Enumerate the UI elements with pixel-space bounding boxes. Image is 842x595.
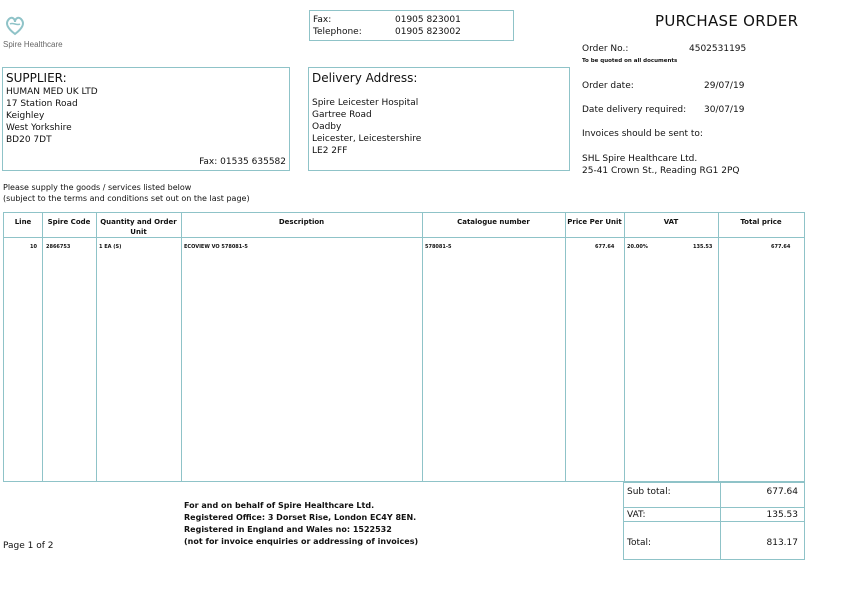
cell-vat-rate: 20.00% [627,244,648,250]
header-catalogue-number: Catalogue number [457,218,530,226]
cell-total-price: 677.64 [771,244,791,250]
supplier-line: 17 Station Road [6,99,78,109]
header-description: Description [278,218,325,226]
delivery-box [308,67,570,171]
company-footer [184,500,418,548]
order-number-value: 4502531195 [689,44,747,54]
delivery-line: LE2 2FF [312,146,348,156]
order-date-row [582,81,745,91]
order-date-label: Order date: [582,81,634,91]
delivery-line: Oadby [312,122,342,132]
header-price-per-unit: Price Per Unit [567,218,622,226]
column-divider [718,213,719,481]
quote-note: To be quoted on all documents [582,58,678,64]
delivery-line: Spire Leicester Hospital [312,98,419,108]
cell-description: ECOVIEW VO 578081-5 [184,244,248,250]
column-divider [565,213,566,481]
supplier-box [2,67,290,171]
page-number: Page 1 of 2 [3,541,54,551]
page-title: PURCHASE ORDER [655,12,799,30]
supplier-line: Keighley [6,111,45,121]
total-label: Total: [627,538,652,548]
logo-text: Spire Healthcare [3,40,63,49]
vat-label: VAT: [627,510,646,520]
cell-line: 10 [30,244,37,250]
totals-box [623,482,805,560]
subtotal-value: 677.64 [766,487,798,497]
invoice-line: SHL Spire Healthcare Ltd. [582,154,698,164]
column-divider [422,213,423,481]
supplier-line: BD20 7DT [6,135,52,145]
fax-value: 01905 823001 [395,15,461,25]
order-number-row [582,44,747,54]
telephone-row [313,27,461,37]
supply-instructions [3,182,250,204]
delivery-date-label: Date delivery required: [582,105,687,115]
footer-line: Registered in England and Wales no: 1522532 [184,525,392,534]
delivery-line: Gartree Road [312,110,372,120]
fax-row [313,15,461,25]
header-line: Line [14,218,32,226]
invoice-address [582,153,740,177]
column-divider [42,213,43,481]
header-vat: VAT [663,218,679,226]
items-table [3,212,805,482]
total-value: 813.17 [766,538,798,548]
cell-catalogue-number: 578081-5 [425,244,452,250]
cell-spire-code: 2866753 [46,244,71,250]
supplier-heading: SUPPLIER: [6,71,67,85]
delivery-heading: Delivery Address: [312,71,418,85]
contact-box [309,10,514,41]
column-divider [181,213,182,481]
delivery-line: Leicester, Leicestershire [312,134,422,144]
cell-price-per-unit: 677.64 [595,244,615,250]
order-date-value: 29/07/19 [704,81,745,91]
supplier-line: West Yorkshire [6,123,72,133]
totals-row-divider [624,507,804,508]
fax-label: Fax: [313,15,332,25]
spire-logo-icon [3,14,27,38]
instruction-line: (subject to the terms and conditions set out on the last page) [3,194,250,203]
footer-line: Registered Office: 3 Dorset Rise, London EC4Y 8EN. [184,513,417,522]
invoice-line: 25-41 Crown St., Reading RG1 2PQ [582,166,740,176]
invoice-label: Invoices should be sent to: [582,129,703,139]
subtotal-label: Sub total: [627,487,671,497]
cell-vat-amount: 135.53 [693,244,713,250]
column-divider [96,213,97,481]
spire-logo [3,14,83,50]
cell-quantity: 1 EA (S) [99,244,122,250]
order-number-label: Order No.: [582,44,629,54]
delivery-date-row [582,105,745,115]
column-divider [624,213,625,481]
instruction-line: Please supply the goods / services listed below [3,183,192,192]
header-total-price: Total price [740,218,782,226]
footer-line: (not for invoice enquiries or addressing of invoices) [184,537,419,546]
header-spire-code: Spire Code [47,218,91,226]
totals-row-divider [624,521,804,522]
supplier-line: HUMAN MED UK LTD [6,87,98,97]
table-header-divider [4,237,804,238]
delivery-address [312,97,421,157]
delivery-date-value: 30/07/19 [704,105,745,115]
supplier-address [6,86,98,146]
footer-line: For and on behalf of Spire Healthcare Ltd. [184,501,375,510]
telephone-label: Telephone: [313,27,362,37]
header-quantity: Quantity and Order Unit [100,218,177,236]
telephone-value: 01905 823002 [395,27,461,37]
supplier-fax: Fax: 01535 635582 [199,157,286,167]
vat-value: 135.53 [766,510,798,520]
